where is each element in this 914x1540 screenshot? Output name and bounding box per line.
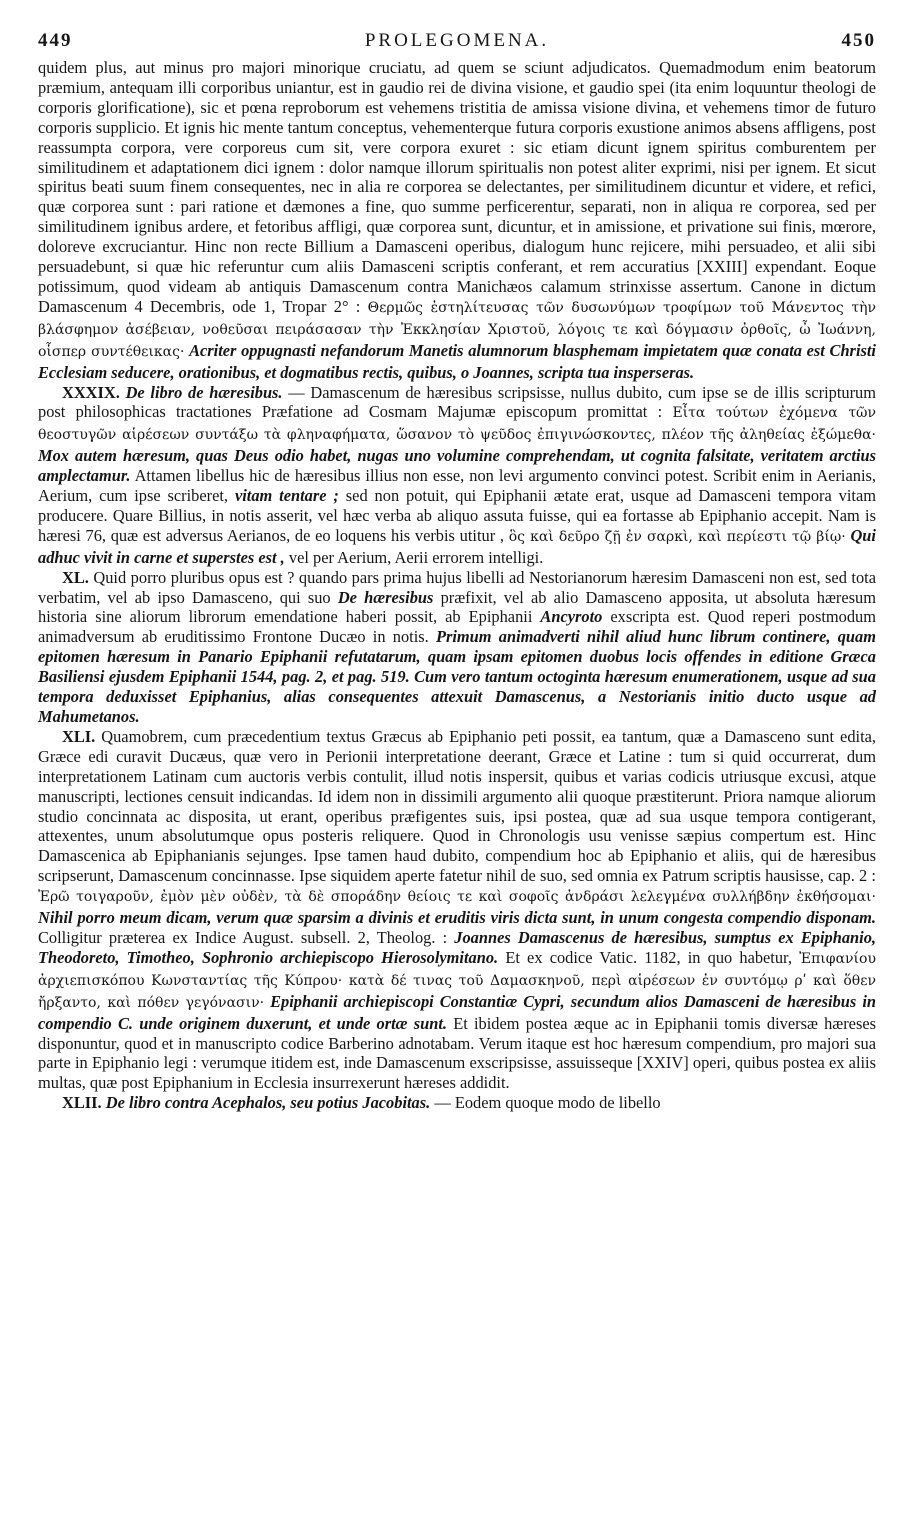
running-title: PROLEGOMENA. [364,30,550,51]
section-title: De libro de hæresibus. [125,382,283,402]
greek-quote: Ἐπιφανίου ἀρχιεπισκόπου Κωνσταντίας τῆς Κύπρου· κατὰ δέ τινας τοῦ Δαμασκηνοῦ, περὶ αἱρέσεων ἐν συντόμῳ ρʹ καὶ ὅθεν ἤρξαντο, καὶ πόθεν γεγόνασιν· [38,950,876,1011]
text-run: præfixit, vel ab alio Damasceno apposita, ut absoluta hæresum historia sine aliorum librorum emendatione haberi possit, ab Epiphanii [38,587,876,627]
latin-translation: Epiphanii archiepiscopi Constantiæ Cypri, secundum alios Damasceni de hæresibus in compendio C. unde originem duxerunt, et unde ortæ sunt. [38,991,876,1033]
section-number: XLI. [62,726,96,746]
running-header [38,30,876,52]
paragraph-continued [38,58,876,383]
latin-phrase: De hæresibus [337,587,434,607]
section-xl [38,568,876,727]
section-title: De libro contra Acephalos, seu potius Jacobitas. [105,1093,431,1113]
section-number: XLII. [62,1093,102,1113]
greek-quote: Θερμῶς ἐστηλίτευσας τῶν δυσωνύμων τροφίμων τοῦ Μάνεντος τὴν βλάσφημον ἀσέβειαν, νοθεῦσαι πειράσασαν τὴν Ἐκκλησίαν Χριστοῦ, λόγοις τε καὶ δόγμασιν ὀρθοῖς, ὦ Ἰωάννη, οἷσπερ συντέθεικας· [38,299,876,360]
section-xxxix [38,383,876,568]
latin-quote: Joannes Damascenus de hæresibus, sumptus ex Epiphanio, Theodoreto, Timotheo, Sophronio archiepiscopo Hierosolymitano. [38,927,876,967]
text-run: Quamobrem, cum præcedentium textus Græcus ab Epiphanio peti possit, ea tantum, quæ a Damasceno sunt edita, Græce edi curavit Ducæus, quæ vero in Perionii interpretatione deerant, Græce et Latine : tum si quid occurrerat, dum interpretationem Latinam cum auctoris verbis contulit, illud notis inspersit, quibus et varias codicis utriusque excusi, atque manuscripti, lectiones censuit indicandas. Id idem non in dissimili argumento alii quoque præstiterunt. Priora namque aliorum studio concinnata ac disposita, ut erant, operibus præfigentes suis, ipsi postea, quæ ad sua usque tempora contigerant, attexentes, unum absolutumque opus posteris reliquere. Quod in Chronologis usu venisse sæpius compertum est. Hinc Damascenica ab Epiphanianis sejunges. Ipse tamen haud dubito, compendium hoc ab Epiphanio et aliis, qui de hæresibus scripserunt, Damascenum concinnasse. Ipse siquidem aperte fatetur nihil de suo, sed omnia ex Patrum scriptis hausisse, cap. 2 : [38,726,876,886]
latin-phrase: vitam tentare ; [234,486,339,506]
latin-translation: Nihil porro meum dicam, verum quæ sparsim a divinis et eruditis viris dicta sunt, in unum congesta compendio disponam. [38,908,876,928]
text-run: Et ibidem postea æque ac in Epiphanii tomis diversæ hæreses disponuntur, quod et in manuscripto codice Barberino adnotabam. Verum itaque est hoc hæresum compendium, pro majori sua parte in Epiphanio legi : verumque itidem est, inde Damascenum exscripsisse, assuisseque [XXIV] operi, quibus postea ex aliis multas, quæ post Epiphanium in Ecclesia insurrexerunt hæreses addidit. [38,1013,876,1093]
text-run: — Eodem quoque modo de libello [434,1093,661,1113]
text-run: — Damascenum de hæresibus scripsisse, nullus dubito, cum ipse se de illis scripturum post philosophicas tractationes Præfatione ad Cosmam Majumæ episcopum promittat : [38,382,876,422]
greek-quote: ὃς καὶ δεῦρο ζῇ ἐν σαρκὶ, καὶ περίεστι τῷ βίῳ· [508,528,846,545]
text-body [38,58,876,1113]
section-xlii [38,1093,876,1113]
text-run: quidem plus, aut minus pro majori minorique cruciatu, ad quem se sciunt adjudicatos. Quemadmodum enim beatorum præmium, antequam illi corporibus uniantur, est in gaudio rei de divina visione, et gaudio spei (ita enim loquuntur theologi de corporis glorificatione), sic et pœna reproborum est vehemens tristitia de amissa visione divina, et vehemens timor de futuro corporis supplicio. Et ignis hic mente tantum conceptus, vehementerque futura corporis exustione animos absens affligens, post reassumpta corpora, vere corporeus cum sit, vere corpora exuret : sic etiam dicunt ignem spiritus comburentem per similitudinem et adaptationem dici ignem : dolor namque illorum spiritualis non potest aliter exprimi, nisi per ignem. Et sicut spiritus beati suum finem consequentes, nec in alia re corporea se delectantes, per similitudinem dicuntur et videre, et refici, quæ corporea sunt : pari ratione et dæmones a fine, quo summe perficerentur, separati, non in aliqua re corporea, sed per similitudinem ignibus ardere, et fetoribus affligi, quæ corporea sunt, dicuntur, et in amissione, et privatione sui finis, mœrore, doloreve excruciantur. Hinc non recte Billium a Damasceni operibus, dialogum hunc rejicere, mihi persuadeo, et alii sibi persuadebunt, si quæ hic referuntur cum aliis Damasceni scriptis conferant, et rem accuratius [XXIII] expendant. Eoque potissimum, quod videam ab antiquis Damascenum contra Manichæos calamum strinxisse assertum. Canone in dictum Damascenum 4 Decembris, ode 1, Tropar 2° : [38,58,876,316]
text-run: Attamen libellus hic de hæresibus illius non esse, non levi argumento convinci potest. Scribit enim in Aerianis, Aerium, cum ipse scriberet, [38,466,876,506]
text-run: Quid porro pluribus opus est ? quando pars prima hujus libelli ad Nestorianorum hæresim Damasceni non est, sed tota verbatim, vel ab ipso Damasceno, qui suo [38,567,876,607]
section-xli [38,727,876,1093]
latin-translation: Qui adhuc vivit in carne et superstes est , [38,525,876,567]
page-number-right: 450 [841,30,876,51]
section-number: XL. [62,567,89,587]
section-number: XXXIX. [62,382,120,402]
text-run: Et ex codice Vatic. 1182, in quo habetur, [505,947,792,967]
text-run: exscripta est. Quod reperi postmodum animadversum ab eruditissimo Frontone Ducæo in notis. [38,607,876,647]
latin-quote: Primum animadverti nihil aliud hunc librum continere, quam epitomen hæresum in Panario Epiphanii refutatarum, quam ipsam epitomen duobus locis offendes in editione Græca Basiliensi ejusdem Epiphanii 1544, pag. 2, et pag. 519. Cum vero tantum octoginta hæresum enumerationem, usque ad sua tempora deduxisset Epiphanius, alias consequentes attexuit Damascenus, a Nestorianis initio ducto usque ad Mahumetanos. [38,627,876,726]
latin-translation: Mox autem hæresum, quas Deus odio habet, nugas uno volumine comprehendam, ut cognita falsitate, veritatem arctius amplectamur. [38,446,876,486]
text-run: vel per Aerium, Aerii errorem intelligi. [288,547,544,567]
text-run: Colligitur præterea ex Indice August. subsell. 2, Theolog. : [38,927,448,947]
greek-quote: Εἶτα τούτων ἐχόμενα τῶν θεοστυγῶν αἱρέσεων συντάξω τὰ φληναφήματα, ὥσανον τὸ ψεῦδος ἐπιγινώσκοντες, πλέον τῆς ἀληθείας ἐξώμεθα· [38,405,876,444]
latin-translation: Acriter oppugnasti nefandorum Manetis alumnorum blasphemam impietatem quæ conata est Christi Ecclesiam seducere, orationibus, et dogmatibus rectis, quibus, o Joannes, scripta tua insperseras. [38,340,876,382]
greek-quote: Ἐρῶ τοιγαροῦν, ἐμὸν μὲν οὐδὲν, τὰ δὲ σποράδην θείοις τε καὶ σοφοῖς ἀνδράσι λελεγμένα συλλήβδην ἐκθήσομαι· [38,889,876,906]
text-run: sed non potuit, qui Epiphanii ætate erat, usque ad Damasceni tempora vitam producere. Quare Billius, in notis asserit, vel hæc verba ab aliquo assuta fuisse, qui ea fortasse ab Epiphanio accepit. Nam is hæresi 76, quæ est adversus Aerianos, de eo loquens his verbis utitur , [38,486,876,545]
page-number-left: 449 [38,30,73,51]
latin-phrase: Ancyroto [540,607,603,627]
